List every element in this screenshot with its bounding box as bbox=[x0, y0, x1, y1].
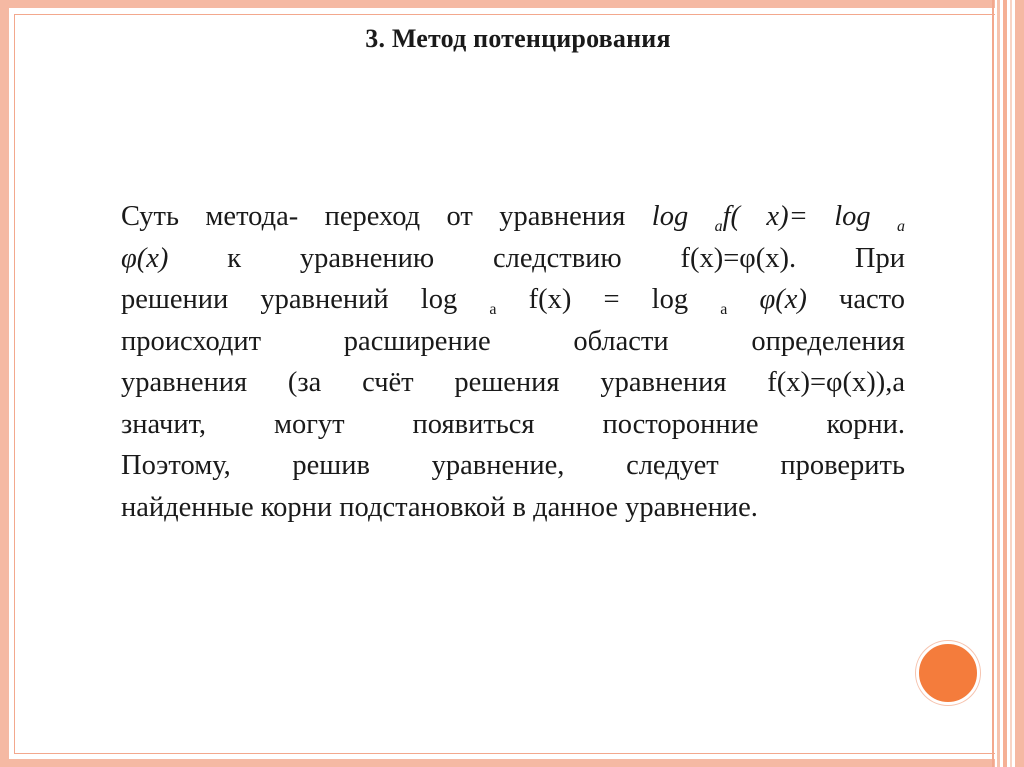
log-base-subscript: a bbox=[489, 301, 497, 318]
text-run: значит, могут появиться посторонние корни. bbox=[121, 408, 905, 440]
stripe bbox=[1010, 0, 1012, 767]
text-run: к уравнению следствию f(x)=φ(x). При bbox=[168, 242, 905, 274]
frame-left-border bbox=[0, 0, 9, 767]
stripe bbox=[1003, 0, 1007, 767]
frame-inner-top-line bbox=[14, 14, 995, 15]
frame-top-border bbox=[0, 0, 995, 8]
text-run: найденные корни подстановкой в данное уравнение. bbox=[121, 491, 758, 523]
frame-inner-bottom-line bbox=[14, 753, 995, 754]
formula-log: log bbox=[651, 201, 689, 232]
paragraph-line bbox=[121, 362, 905, 404]
paragraph-line bbox=[121, 279, 905, 321]
log-base-subscript: a bbox=[714, 218, 723, 235]
paragraph-line bbox=[121, 321, 905, 363]
formula-fx-equals-log: f( x)= log bbox=[722, 201, 871, 232]
slide-title: 3. Метод потенцирования bbox=[365, 24, 671, 53]
formula-phi-x: φ(x) bbox=[121, 242, 169, 274]
text-run: часто bbox=[806, 284, 906, 315]
decorative-orange-circle bbox=[916, 641, 980, 705]
slide-body-paragraph bbox=[121, 196, 905, 528]
text-run: Поэтому, решив уравнение, следует проверить bbox=[121, 450, 905, 481]
paragraph-line bbox=[121, 404, 905, 446]
text-run: f(x) = log bbox=[496, 284, 721, 315]
paragraph-line bbox=[121, 196, 905, 238]
paragraph-line bbox=[121, 487, 905, 529]
stripe bbox=[992, 0, 994, 767]
stripe bbox=[1015, 0, 1024, 767]
formula-phi-x: φ(x) bbox=[759, 284, 807, 315]
frame-inner-left-line bbox=[14, 14, 15, 754]
log-base-subscript: a bbox=[720, 301, 728, 318]
stripe bbox=[997, 0, 1000, 767]
text-run: уравнения (за счёт решения уравнения f(x)=φ(x)),а bbox=[121, 367, 905, 398]
text-run: решении уравнений log bbox=[121, 284, 490, 315]
text-run: Суть метода- переход от уравнения bbox=[121, 201, 652, 232]
paragraph-line bbox=[121, 445, 905, 487]
right-decorative-stripes bbox=[992, 0, 1024, 767]
paragraph-line bbox=[121, 238, 905, 280]
text-run: происходит расширение области определения bbox=[121, 325, 905, 357]
log-base-subscript: a bbox=[897, 218, 906, 235]
frame-bottom-border bbox=[0, 759, 995, 767]
